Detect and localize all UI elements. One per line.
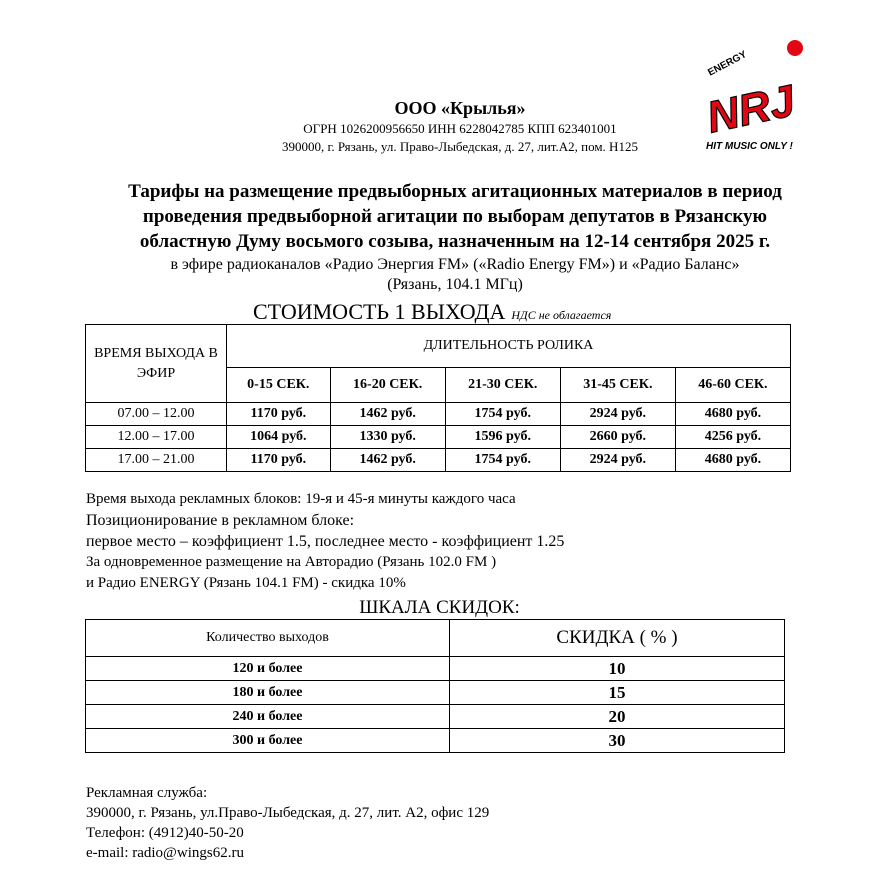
cost-heading [253,299,611,325]
title-line-2: проведения предвыборной агитации по выборам депутатов в Рязанскую [142,206,768,227]
duration-0-15: 0-15 СЕК. [227,368,331,403]
title-line-3: областную Думу восьмого созыва, назначенным на 12-14 сентября 2025 г. [139,231,771,252]
discount-cell: 10 [450,657,785,681]
price-cell: 2660 руб. [560,426,675,449]
count-cell: 300 и более [86,729,450,753]
table-row [86,729,785,753]
table-row [86,681,785,705]
duration-46-60: 46-60 СЕК. [675,368,790,403]
duration-31-45: 31-45 СЕК. [560,368,675,403]
tariff-table [85,324,791,472]
price-cell: 1330 руб. [330,426,445,449]
table-row [86,403,791,426]
count-header: Количество выходов [86,620,450,657]
price-cell: 1462 руб. [330,403,445,426]
price-cell: 1754 руб. [445,449,560,472]
duration-21-30: 21-30 СЕК. [445,368,560,403]
time-cell: 17.00 – 21.00 [86,449,227,472]
energy-logo [700,36,810,156]
price-cell: 2924 руб. [560,449,675,472]
coefficients: первое место – коэффициент 1.5, последнее место - коэффициент 1.25 [86,533,565,550]
table-row [86,449,791,472]
logo-nrj-text: NRJ [702,76,799,143]
price-cell: 4680 руб. [675,403,790,426]
duration-16-20: 16-20 СЕК. [330,368,445,403]
discount-header: СКИДКА ( % ) [450,620,785,657]
price-cell: 4680 руб. [675,449,790,472]
company-address: 390000, г. Рязань, ул. Право-Лыбедская, д. 27, лит.А2, пом. Н125 [282,139,638,154]
price-cell: 1596 руб. [445,426,560,449]
table-row [86,705,785,729]
duration-header: ДЛИТЕЛЬНОСТЬ РОЛИКА [227,325,791,368]
company-registration: ОГРН 1026200956650 ИНН 6228042785 КПП 623401001 [303,121,617,136]
price-cell: 4256 руб. [675,426,790,449]
discount-cell: 30 [450,729,785,753]
logo-dot [787,40,803,56]
ad-service-address: 390000, г. Рязань, ул.Право-Лыбедская, д. 27, лит. А2, офис 129 [86,805,490,821]
table-row [86,657,785,681]
count-cell: 120 и более [86,657,450,681]
blocks-time: Время выхода рекламных блоков: 19-я и 45-я минуты каждого часа [86,491,516,507]
combo-discount-line-2: и Радио ENERGY (Рязань 104.1 FM) - скидка 10% [86,575,406,591]
company-name: ООО «Крылья» [394,98,526,118]
subtitle-line-2: (Рязань, 104.1 МГц) [387,276,523,293]
subtitle-line-1: в эфире радиоканалов «Радио Энергия FM» («Radio Energy FM») и «Радио Баланс» [170,256,740,273]
price-cell: 2924 руб. [560,403,675,426]
price-cell: 1064 руб. [227,426,331,449]
count-cell: 180 и более [86,681,450,705]
positioning: Позиционирование в рекламном блоке: [86,512,355,529]
logo-energy-text: ENERGY [706,49,749,79]
combo-discount-line-1: За одновременное размещение на Авторадио (Рязань 102.0 FM ) [86,554,497,570]
ad-service-email[interactable]: e-mail: radio@wings62.ru [86,845,244,861]
time-cell: 12.00 – 17.00 [86,426,227,449]
price-cell: 1462 руб. [330,449,445,472]
vat-note: НДС не облагается [511,308,612,322]
discount-table [85,619,785,753]
price-cell: 1170 руб. [227,403,331,426]
discount-cell: 20 [450,705,785,729]
table-row [86,426,791,449]
cost-heading-text: СТОИМОСТЬ 1 ВЫХОДА [253,299,506,324]
discount-cell: 15 [450,681,785,705]
count-cell: 240 и более [86,705,450,729]
title-line-1: Тарифы на размещение предвыборных агитационных материалов в период [128,181,782,202]
time-cell: 07.00 – 12.00 [86,403,227,426]
logo-slogan: HIT MUSIC ONLY ! [706,141,793,152]
price-cell: 1170 руб. [227,449,331,472]
ad-service-label: Рекламная служба: [86,785,208,801]
ad-service-phone: Телефон: (4912)40-50-20 [86,825,244,841]
price-cell: 1754 руб. [445,403,560,426]
time-header: ВРЕМЯ ВЫХОДА В ЭФИР [86,325,227,403]
discount-scale-title: ШКАЛА СКИДОК: [359,597,520,618]
